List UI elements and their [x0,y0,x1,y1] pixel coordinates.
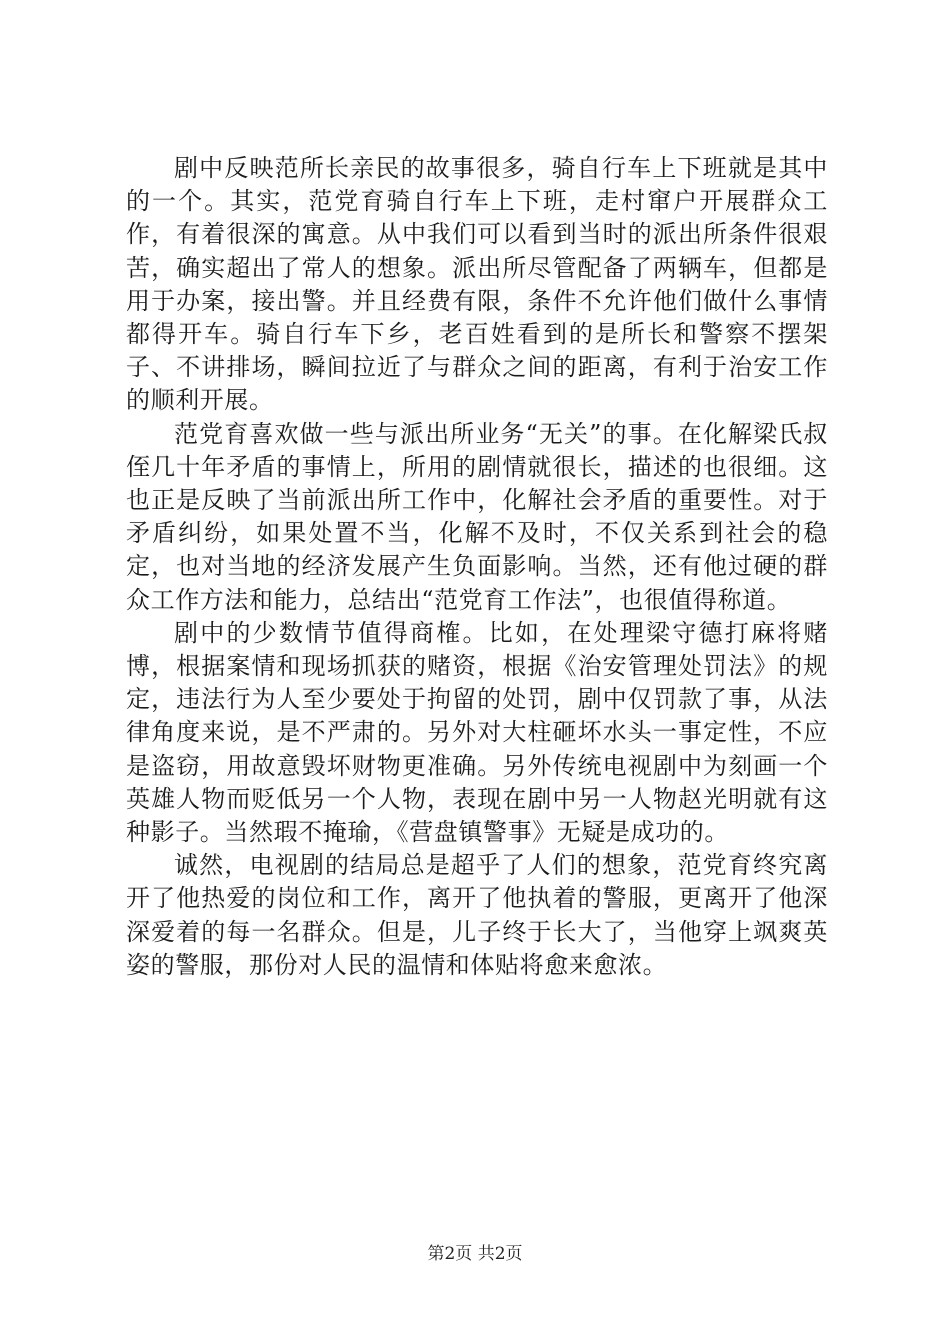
page-footer: 第2页 共2页 [427,1244,523,1264]
paragraph-1: 剧中反映范所长亲民的故事很多，骑自行车上下班就是其中的一个。其实，范党育骑自行车上下班，走村窜户开展群众工作，有着很深的寓意。从中我们可以看到当时的派出所条件很艰苦，确实超出了常人的想象。派出所尽管配备了两辆车，但都是用于办案，接出警。并且经费有限，条件不允许他们做什么事情都得开车。骑自行车下乡，老百姓看到的是所长和警察不摆架子、不讲排场，瞬间拉近了与群众之间的距离，有利于治安工作的顺利开展。 [126,154,828,415]
paragraph-4: 诚然，电视剧的结局总是超乎了人们的想象，范党育终究离开了他热爱的岗位和工作，离开了他执着的警服，更离开了他深深爱着的每一名群众。但是，儿子终于长大了，当他穿上飒爽英姿的警服，那份对人民的温情和体贴将愈来愈浓。 [126,851,828,979]
paragraph-3: 剧中的少数情节值得商榷。比如，在处理梁守德打麻将赌博，根据案情和现场抓获的赌资，根据《治安管理处罚法》的规定，违法行为人至少要处于拘留的处罚，剧中仅罚款了事，从法律角度来说，是不严肃的。另外对大柱砸坏水头一事定性，不应是盗窃，用故意毁坏财物更准确。另外传统电视剧中为刻画一个英雄人物而贬低另一个人物，表现在剧中另一人物赵光明就有这种影子。当然瑕不掩瑜，《营盘镇警事》无疑是成功的。 [126,618,828,847]
document-body [126,152,828,982]
paragraph-2: 范党育喜欢做一些与派出所业务“无关”的事。在化解梁氏叔侄几十年矛盾的事情上，所用的剧情就很长，描述的也很细。这也正是反映了当前派出所工作中，化解社会矛盾的重要性。对于矛盾纠纷，如果处置不当，化解不及时，不仅关系到社会的稳定，也对当地的经济发展产生负面影响。当然，还有他过硬的群众工作方法和能力，总结出“范党育工作法”，也很值得称道。 [126,419,828,614]
